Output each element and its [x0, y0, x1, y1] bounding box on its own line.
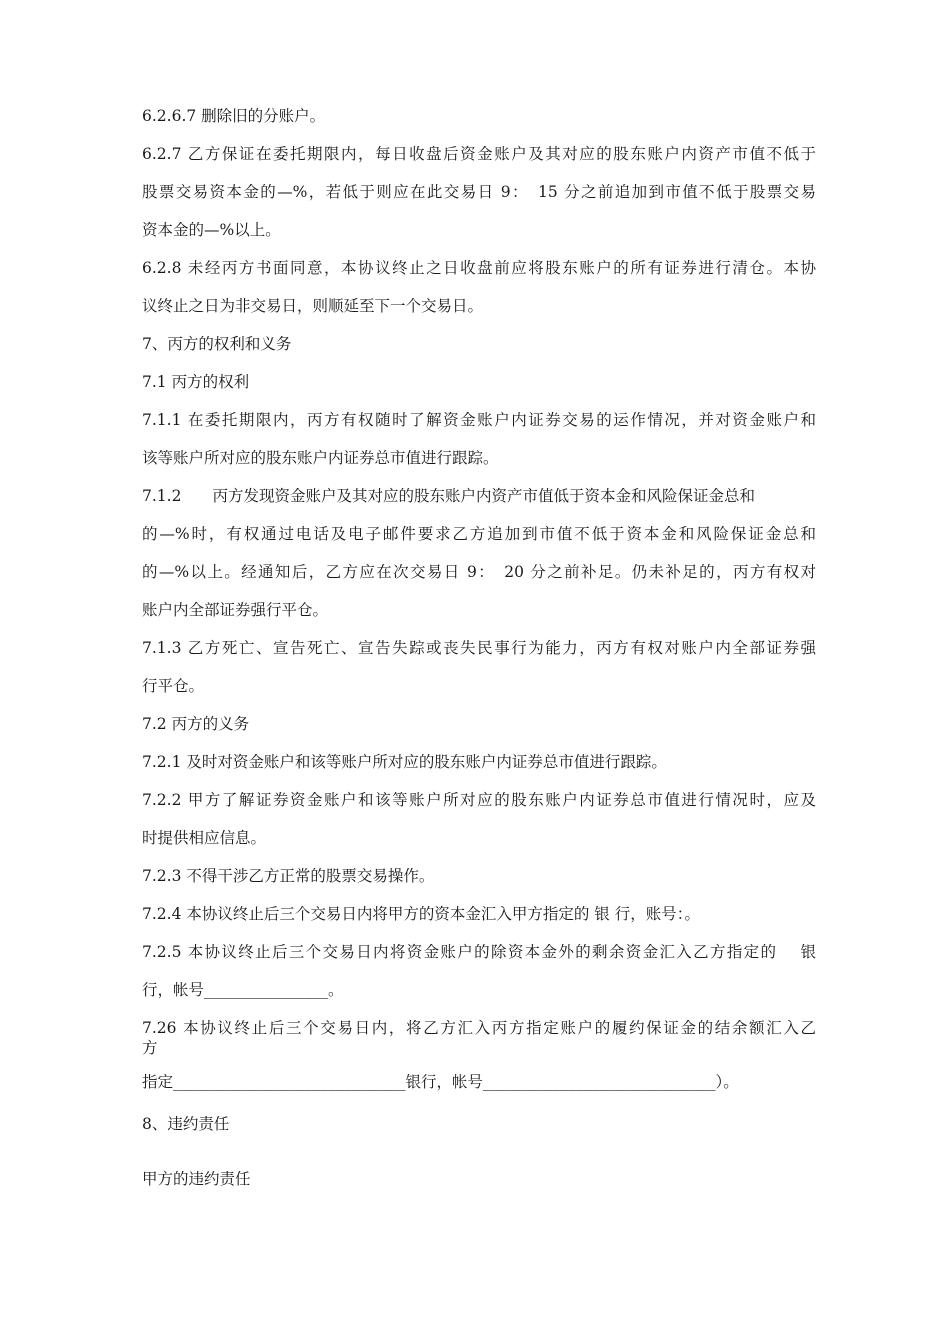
- clause-7-1-2-line-4: 账户内全部证券强行平仓。: [142, 601, 329, 619]
- clause-7-1-2-line-2: 的—%时，有权通过电话及电子邮件要求乙方追加到市值不低于资本金和风险保证金总和: [142, 525, 816, 543]
- clause-7-2-3: 7.2.3 不得干涉乙方正常的股票交易操作。: [142, 867, 435, 885]
- section-8-heading: 8、违约责任: [142, 1115, 230, 1133]
- section-7-2-heading: 7.2 丙方的义务: [142, 715, 250, 733]
- section-7-1-heading: 7.1 丙方的权利: [142, 373, 250, 391]
- party-a-liability-heading: 甲方的违约责任: [142, 1170, 251, 1188]
- clause-7-1-1-line-2: 该等账户所对应的股东账户内证券总市值进行跟踪。: [142, 449, 499, 467]
- clause-7-2-2-line-1: 7.2.2 甲方了解证券资金账户和该等账户所对应的股东账户内证券总市值进行情况时，应及: [142, 791, 816, 809]
- clause-6-2-6-7: 6.2.6.7 删除旧的分账户。: [142, 107, 326, 125]
- clause-7-2-5-line-1: 7.2.5 本协议终止后三个交易日内将资金账户的除资本金外的剩余资金汇入乙方指定的 银: [142, 943, 816, 961]
- clause-7-2-6-line-2: 方: [142, 1039, 158, 1057]
- clause-6-2-8-line-2: 议终止之日为非交易日，则顺延至下一个交易日。: [142, 297, 484, 315]
- clause-7-2-1: 7.2.1 及时对资金账户和该等账户所对应的股东账户内证券总市值进行跟踪。: [142, 753, 667, 771]
- clause-7-2-6-line-3: 指定______________________________银行，帐号______________________________）。: [142, 1073, 739, 1091]
- clause-7-1-2-line-3: 的—%以上。经通知后，乙方应在次交易日 9： 20 分之前补足。仍未补足的，丙方有权对: [142, 563, 816, 581]
- clause-7-1-3-line-1: 7.1.3 乙方死亡、宣告死亡、宣告失踪或丧失民事行为能力，丙方有权对账户内全部证券强: [142, 639, 816, 657]
- clause-6-2-7-line-2: 股票交易资本金的—%，若低于则应在此交易日 9： 15 分之前追加到市值不低于股票交易: [142, 183, 816, 201]
- clause-6-2-7-line-1: 6.2.7 乙方保证在委托期限内，每日收盘后资金账户及其对应的股东账户内资产市值不低于: [142, 145, 816, 163]
- clause-7-2-4: 7.2.4 本协议终止后三个交易日内将甲方的资本金汇入甲方指定的 银 行，账号：。: [142, 905, 700, 923]
- clause-7-2-2-line-2: 时提供相应信息。: [142, 829, 267, 847]
- clause-6-2-7-line-3: 资本金的—%以上。: [142, 221, 281, 239]
- clause-7-1-3-line-2: 行平仓。: [142, 677, 205, 695]
- clause-7-1-2-line-1: 7.1.2 丙方发现资金账户及其对应的股东账户内资产市值低于资本金和风险保证金总和: [142, 487, 755, 505]
- clause-7-2-6-line-1: 7.26 本协议终止后三个交易日内，将乙方汇入丙方指定账户的履约保证金的结余额汇入乙: [142, 1019, 816, 1037]
- section-7-heading: 7、丙方的权利和义务: [142, 335, 292, 353]
- clause-7-1-1-line-1: 7.1.1 在委托期限内，丙方有权随时了解资金账户内证券交易的运作情况，并对资金账户和: [142, 411, 816, 429]
- clause-6-2-8-line-1: 6.2.8 未经丙方书面同意，本协议终止之日收盘前应将股东账户的所有证券进行清仓。本协: [142, 259, 816, 277]
- clause-7-2-5-line-2: 行，帐号________________。: [142, 981, 344, 999]
